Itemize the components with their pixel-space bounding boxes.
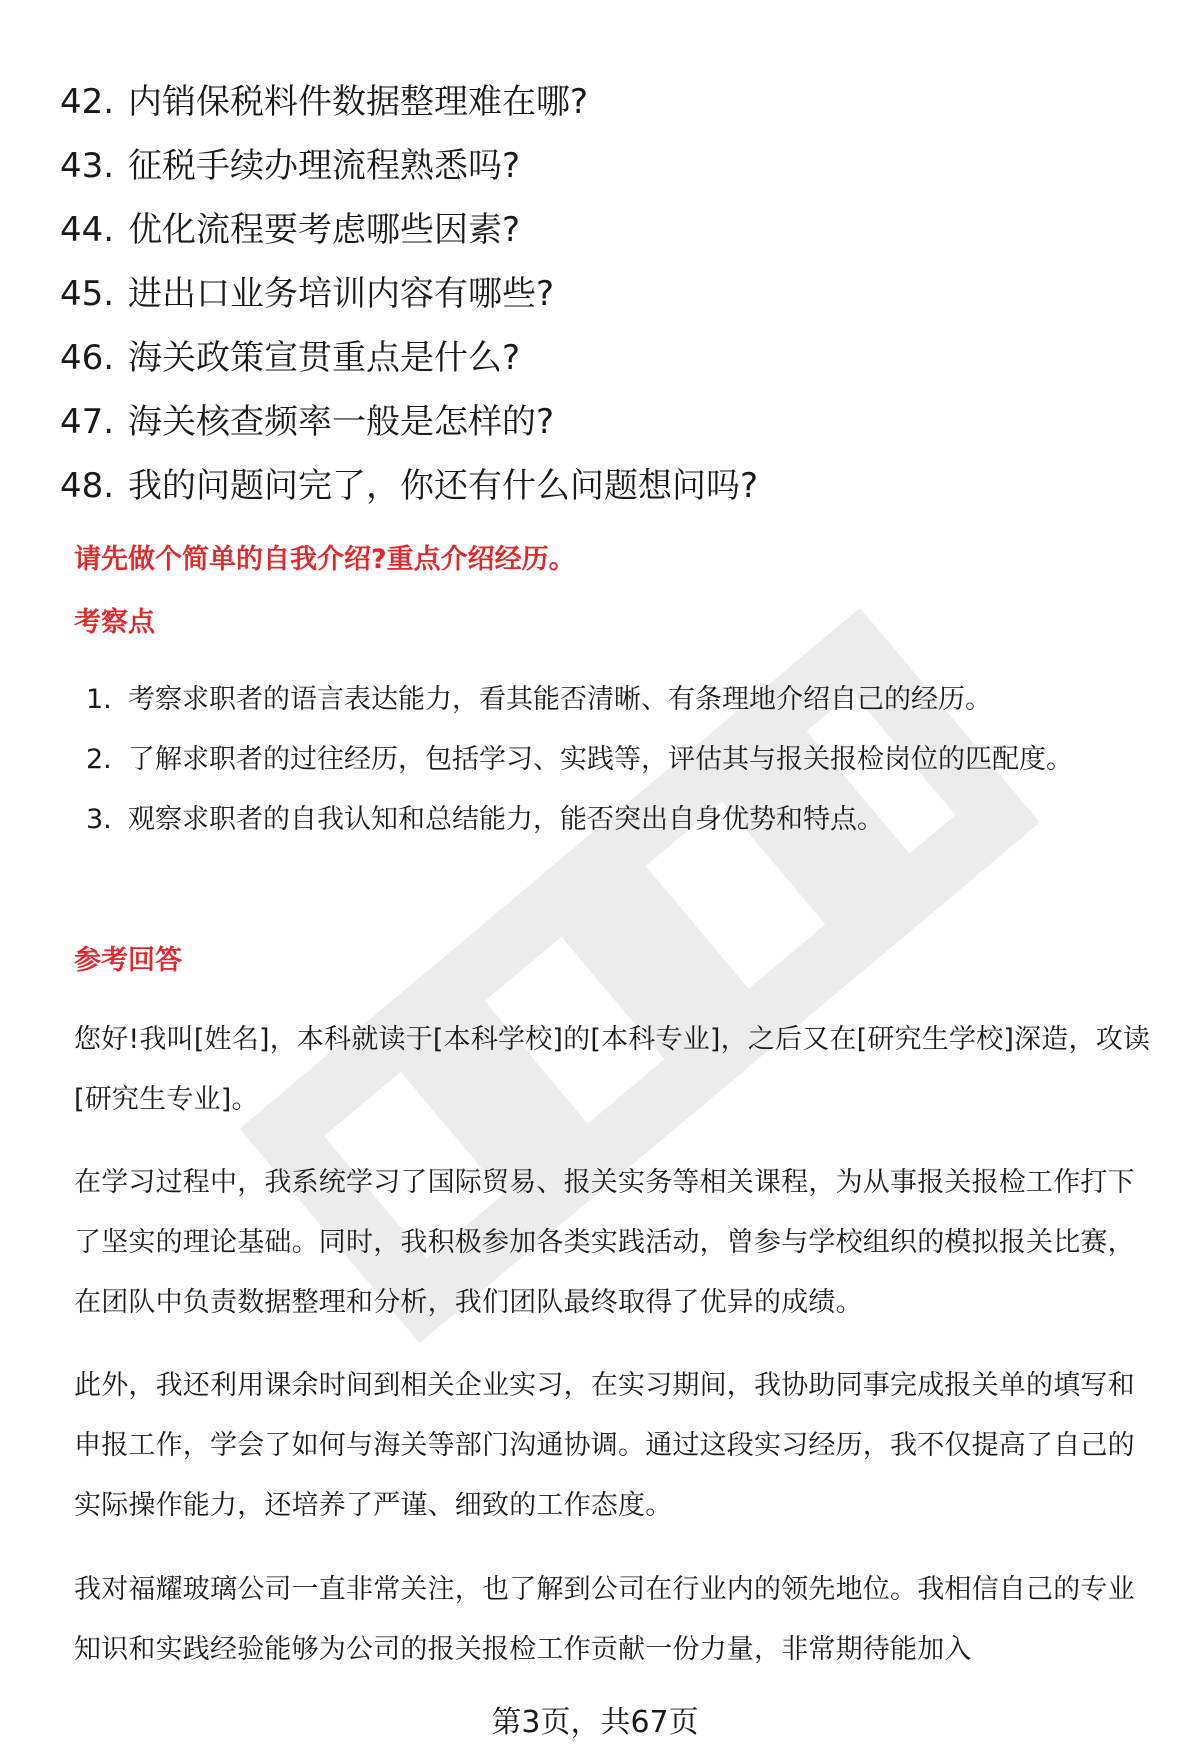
list-item (60, 134, 1140, 198)
answer-heading: 参考回答 (74, 945, 182, 976)
question-number: 47. (60, 402, 115, 442)
list-item (60, 262, 1140, 326)
list-item (60, 454, 1140, 518)
criteria-text: 了解求职者的过往经历，包括学习、实践等，评估其与报关报检岗位的匹配度。 (128, 744, 1073, 775)
criteria-text: 观察求职者的自我认知和总结能力，能否突出自身优势和特点。 (128, 804, 884, 835)
list-item (86, 790, 1146, 850)
list-item (60, 326, 1140, 390)
criteria-number: 3. (86, 804, 112, 835)
question-text: 进出口业务培训内容有哪些? (128, 274, 555, 314)
question-number: 48. (60, 466, 115, 506)
answer-paragraph: 您好!我叫[姓名]，本科就读于[本科学校]的[本科专业]，之后又在[研究生学校]深造，攻读[研究生专业]。 (74, 1024, 1151, 1115)
question-number: 46. (60, 338, 115, 378)
answer-paragraph: 在学习过程中，我系统学习了国际贸易、报关实务等相关课程，为从事报关报检工作打下了坚实的理论基础。同时，我积极参加各类实践活动，曾参与学校组织的模拟报关比赛，在团队中负责数据整理和分析，我们团队最终取得了优异的成绩。 (74, 1167, 1135, 1318)
list-item (60, 198, 1140, 262)
main-question-heading: 请先做个简单的自我介绍?重点介绍经历。 (74, 544, 576, 575)
question-number: 43. (60, 146, 115, 186)
question-number: 44. (60, 210, 115, 250)
question-text: 海关核查频率一般是怎样的? (128, 402, 555, 442)
question-text: 优化流程要考虑哪些因素? (128, 210, 521, 250)
question-number: 45. (60, 274, 115, 314)
question-text: 我的问题问完了，你还有什么问题想问吗? (128, 466, 759, 506)
question-number: 42. (60, 82, 115, 122)
page-number-footer: 第3页，共67页 (491, 1705, 699, 1740)
question-text: 征税手续办理流程熟悉吗? (128, 146, 521, 186)
list-item (86, 730, 1146, 790)
question-text: 海关政策宣贯重点是什么? (128, 338, 521, 378)
list-item (60, 70, 1140, 134)
list-item (86, 670, 1146, 730)
criteria-text: 考察求职者的语言表达能力，看其能否清晰、有条理地介绍自己的经历。 (128, 684, 992, 715)
list-item (60, 390, 1140, 454)
criteria-list (86, 670, 1146, 850)
question-text: 内销保税料件数据整理难在哪? (128, 82, 589, 122)
criteria-number: 2. (86, 744, 112, 775)
answer-paragraph: 此外，我还利用课余时间到相关企业实习，在实习期间，我协助同事完成报关单的填写和申报工作，学会了如何与海关等部门沟通协调。通过这段实习经历，我不仅提高了自己的实际操作能力，还培养了严谨、细致的工作态度。 (74, 1370, 1135, 1521)
criteria-heading: 考察点 (74, 607, 155, 638)
criteria-number: 1. (86, 684, 112, 715)
question-list (60, 70, 1140, 518)
answer-paragraph: 我对福耀玻璃公司一直非常关注，也了解到公司在行业内的领先地位。我相信自己的专业知识和实践经验能够为公司的报关报检工作贡献一份力量，非常期待能加入 (74, 1574, 1135, 1665)
